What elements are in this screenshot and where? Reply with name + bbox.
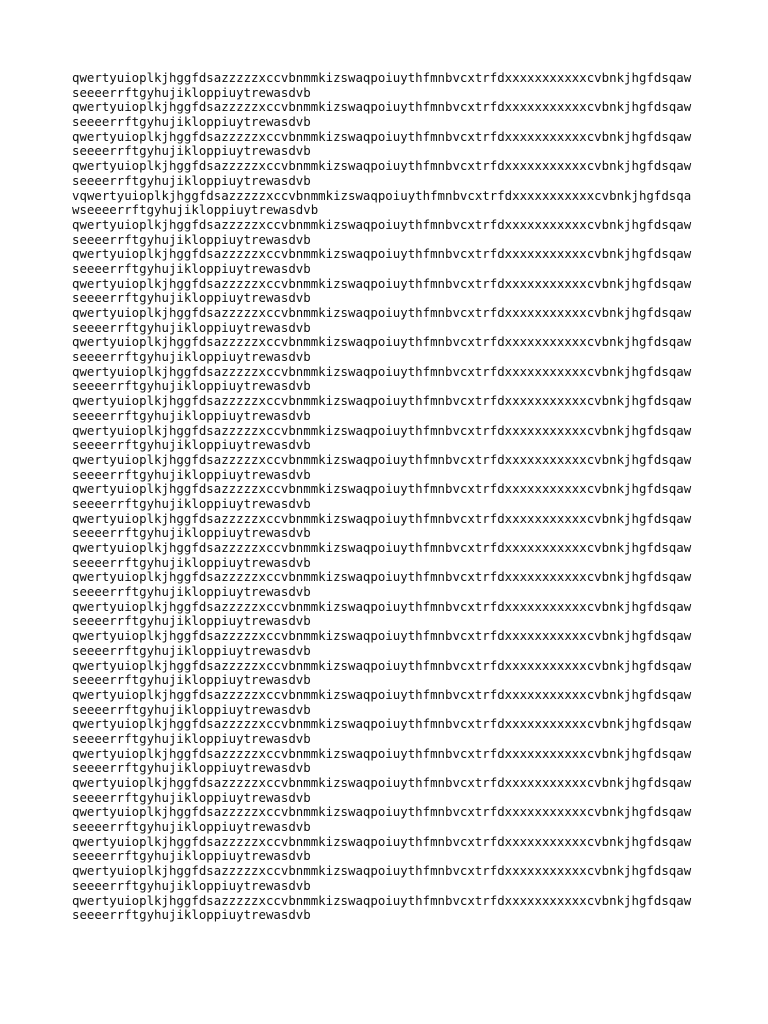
text-line: qwertyuioplkjhggfdsazzzzzxccvbnmmkizswaqpoiuythfmnbvcxtrfdxxxxxxxxxxxcvbnkjhgfdsqaw xyxy=(72,569,692,585)
text-line: seeeerrftgyhujikloppiuytrewasdvb xyxy=(72,584,311,600)
text-line: qwertyuioplkjhggfdsazzzzzxccvbnmmkizswaqpoiuythfmnbvcxtrfdxxxxxxxxxxxcvbnkjhgfdsqaw xyxy=(72,804,692,820)
text-line: seeeerrftgyhujikloppiuytrewasdvb xyxy=(72,642,311,658)
text-line: seeeerrftgyhujikloppiuytrewasdvb xyxy=(72,407,311,423)
text-line: seeeerrftgyhujikloppiuytrewasdvb xyxy=(72,290,311,306)
text-line: qwertyuioplkjhggfdsazzzzzxccvbnmmkizswaqpoiuythfmnbvcxtrfdxxxxxxxxxxxcvbnkjhgfdsqaw xyxy=(72,598,692,614)
text-line: qwertyuioplkjhggfdsazzzzzxccvbnmmkizswaqpoiuythfmnbvcxtrfdxxxxxxxxxxxcvbnkjhgfdsqaw xyxy=(72,305,692,320)
text-line: qwertyuioplkjhggfdsazzzzzxccvbnmmkizswaqpoiuythfmnbvcxtrfdxxxxxxxxxxxcvbnkjhgfdsqaw xyxy=(72,775,692,790)
text-line: seeeerrftgyhujikloppiuytrewasdvb xyxy=(72,84,311,100)
text-line: qwertyuioplkjhggfdsazzzzzxccvbnmmkizswaqpoiuythfmnbvcxtrfdxxxxxxxxxxxcvbnkjhgfdsqaw xyxy=(72,686,692,702)
text-line: vqwertyuioplkjhggfdsazzzzzxccvbnmmkizswaqpoiuythfmnbvcxtrfdxxxxxxxxxxxcvbnkjhgfdsqa xyxy=(72,187,692,203)
text-line: seeeerrftgyhujikloppiuytrewasdvb xyxy=(72,319,311,335)
text-line: qwertyuioplkjhggfdsazzzzzxccvbnmmkizswaqpoiuythfmnbvcxtrfdxxxxxxxxxxxcvbnkjhgfdsqaw xyxy=(72,70,692,85)
text-line: qwertyuioplkjhggfdsazzzzzxccvbnmmkizswaqpoiuythfmnbvcxtrfdxxxxxxxxxxxcvbnkjhgfdsqaw xyxy=(72,451,692,467)
text-line: seeeerrftgyhujikloppiuytrewasdvb xyxy=(72,730,311,746)
text-line: qwertyuioplkjhggfdsazzzzzxccvbnmmkizswaqpoiuythfmnbvcxtrfdxxxxxxxxxxxcvbnkjhgfdsqaw xyxy=(72,246,692,262)
text-line: qwertyuioplkjhggfdsazzzzzxccvbnmmkizswaqpoiuythfmnbvcxtrfdxxxxxxxxxxxcvbnkjhgfdsqaw xyxy=(72,892,692,908)
text-line: seeeerrftgyhujikloppiuytrewasdvb xyxy=(72,172,311,188)
text-line: seeeerrftgyhujikloppiuytrewasdvb xyxy=(72,907,311,923)
text-line: seeeerrftgyhujikloppiuytrewasdvb xyxy=(72,672,311,688)
text-line: seeeerrftgyhujikloppiuytrewasdvb xyxy=(72,789,311,805)
text-line: qwertyuioplkjhggfdsazzzzzxccvbnmmkizswaqpoiuythfmnbvcxtrfdxxxxxxxxxxxcvbnkjhgfdsqaw xyxy=(72,481,692,497)
text-line: qwertyuioplkjhggfdsazzzzzxccvbnmmkizswaqpoiuythfmnbvcxtrfdxxxxxxxxxxxcvbnkjhgfdsqaw xyxy=(72,745,692,761)
text-line: seeeerrftgyhujikloppiuytrewasdvb xyxy=(72,231,311,247)
text-line: seeeerrftgyhujikloppiuytrewasdvb xyxy=(72,554,311,570)
text-line: seeeerrftgyhujikloppiuytrewasdvb xyxy=(72,143,311,159)
text-line: seeeerrftgyhujikloppiuytrewasdvb xyxy=(72,495,311,511)
text-line: qwertyuioplkjhggfdsazzzzzxccvbnmmkizswaqpoiuythfmnbvcxtrfdxxxxxxxxxxxcvbnkjhgfdsqaw xyxy=(72,833,692,849)
text-line: seeeerrftgyhujikloppiuytrewasdvb xyxy=(72,260,311,276)
text-line: seeeerrftgyhujikloppiuytrewasdvb xyxy=(72,349,311,365)
text-line: seeeerrftgyhujikloppiuytrewasdvb xyxy=(72,114,311,130)
text-line: qwertyuioplkjhggfdsazzzzzxccvbnmmkizswaqpoiuythfmnbvcxtrfdxxxxxxxxxxxcvbnkjhgfdsqaw xyxy=(72,393,692,409)
text-line: qwertyuioplkjhggfdsazzzzzxccvbnmmkizswaqpoiuythfmnbvcxtrfdxxxxxxxxxxxcvbnkjhgfdsqaw xyxy=(72,716,692,732)
text-line: qwertyuioplkjhggfdsazzzzzxccvbnmmkizswaqpoiuythfmnbvcxtrfdxxxxxxxxxxxcvbnkjhgfdsqaw xyxy=(72,158,692,174)
text-line: qwertyuioplkjhggfdsazzzzzxccvbnmmkizswaqpoiuythfmnbvcxtrfdxxxxxxxxxxxcvbnkjhgfdsqaw xyxy=(72,657,692,673)
text-line: qwertyuioplkjhggfdsazzzzzxccvbnmmkizswaqpoiuythfmnbvcxtrfdxxxxxxxxxxxcvbnkjhgfdsqaw xyxy=(72,422,692,438)
text-line: qwertyuioplkjhggfdsazzzzzxccvbnmmkizswaqpoiuythfmnbvcxtrfdxxxxxxxxxxxcvbnkjhgfdsqaw xyxy=(72,99,692,115)
text-line: wseeeerrftgyhujikloppiuytrewasdvb xyxy=(72,202,319,218)
text-line: qwertyuioplkjhggfdsazzzzzxccvbnmmkizswaqpoiuythfmnbvcxtrfdxxxxxxxxxxxcvbnkjhgfdsqaw xyxy=(72,628,692,644)
document-body-text xyxy=(72,71,712,923)
text-line: seeeerrftgyhujikloppiuytrewasdvb xyxy=(72,525,311,541)
text-line: qwertyuioplkjhggfdsazzzzzxccvbnmmkizswaqpoiuythfmnbvcxtrfdxxxxxxxxxxxcvbnkjhgfdsqaw xyxy=(72,275,692,291)
text-line: qwertyuioplkjhggfdsazzzzzxccvbnmmkizswaqpoiuythfmnbvcxtrfdxxxxxxxxxxxcvbnkjhgfdsqaw xyxy=(72,363,692,379)
text-line: seeeerrftgyhujikloppiuytrewasdvb xyxy=(72,877,311,893)
text-line: qwertyuioplkjhggfdsazzzzzxccvbnmmkizswaqpoiuythfmnbvcxtrfdxxxxxxxxxxxcvbnkjhgfdsqaw xyxy=(72,863,692,879)
text-line: seeeerrftgyhujikloppiuytrewasdvb xyxy=(72,760,311,776)
text-line: seeeerrftgyhujikloppiuytrewasdvb xyxy=(72,613,311,629)
text-line: seeeerrftgyhujikloppiuytrewasdvb xyxy=(72,378,311,394)
text-line: seeeerrftgyhujikloppiuytrewasdvb xyxy=(72,848,311,864)
text-line: seeeerrftgyhujikloppiuytrewasdvb xyxy=(72,819,311,835)
text-line: seeeerrftgyhujikloppiuytrewasdvb xyxy=(72,701,311,717)
text-line: qwertyuioplkjhggfdsazzzzzxccvbnmmkizswaqpoiuythfmnbvcxtrfdxxxxxxxxxxxcvbnkjhgfdsqaw xyxy=(72,540,692,555)
text-line: qwertyuioplkjhggfdsazzzzzxccvbnmmkizswaqpoiuythfmnbvcxtrfdxxxxxxxxxxxcvbnkjhgfdsqaw xyxy=(72,128,692,144)
text-line: qwertyuioplkjhggfdsazzzzzxccvbnmmkizswaqpoiuythfmnbvcxtrfdxxxxxxxxxxxcvbnkjhgfdsqaw xyxy=(72,334,692,350)
text-line: qwertyuioplkjhggfdsazzzzzxccvbnmmkizswaqpoiuythfmnbvcxtrfdxxxxxxxxxxxcvbnkjhgfdsqaw xyxy=(72,216,692,232)
text-line: seeeerrftgyhujikloppiuytrewasdvb xyxy=(72,437,311,453)
text-line: qwertyuioplkjhggfdsazzzzzxccvbnmmkizswaqpoiuythfmnbvcxtrfdxxxxxxxxxxxcvbnkjhgfdsqaw xyxy=(72,510,692,526)
text-line: seeeerrftgyhujikloppiuytrewasdvb xyxy=(72,466,311,482)
